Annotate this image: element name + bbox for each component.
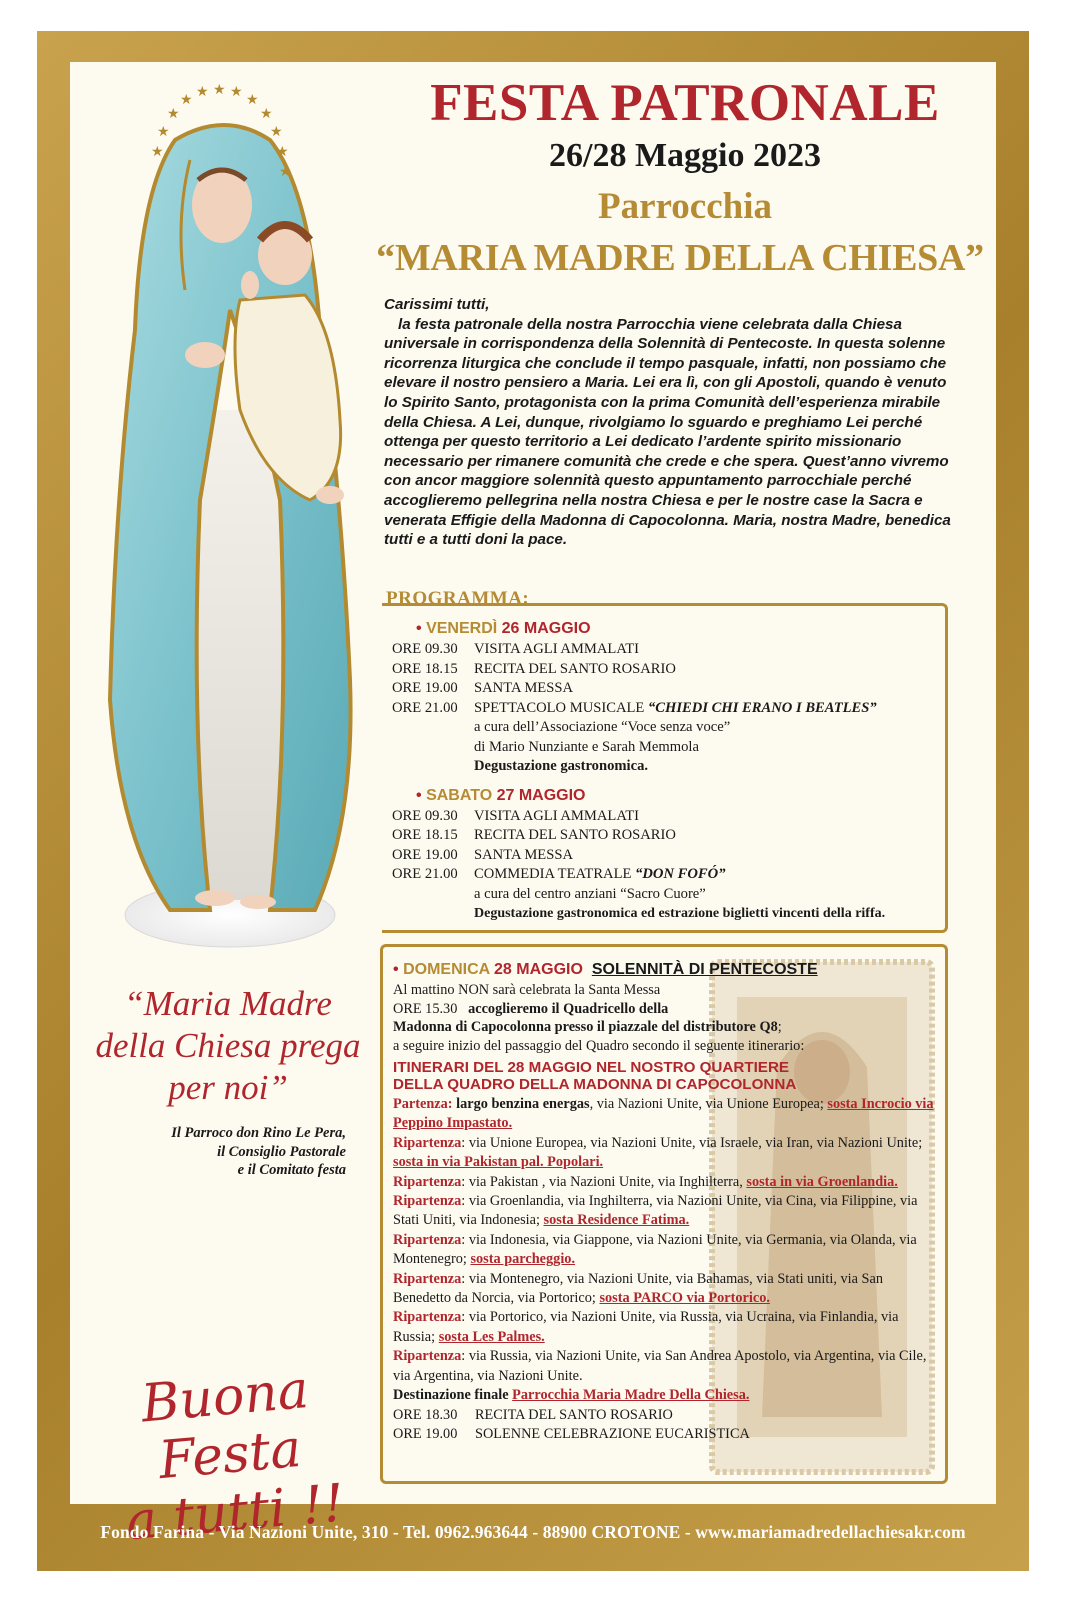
time: ORE 15.30 (393, 1000, 458, 1017)
leg-stop: sosta in via Pakistan pal. Popolari. (393, 1154, 604, 1171)
time: ORE 19.00 (393, 1425, 458, 1442)
saturday-day: SABATO (426, 786, 493, 804)
leg-label: Partenza: (393, 1096, 453, 1112)
letter-greeting: Carissimi tutti, (384, 296, 490, 313)
leg-label: Ripartenza (393, 1270, 462, 1287)
star-icon: ★ (230, 85, 243, 100)
time: ORE 21.00 (392, 866, 458, 882)
saturday-heading (392, 785, 948, 807)
friday-day: VENERDÌ (426, 620, 498, 637)
star-icon: ★ (180, 93, 193, 108)
activity: SANTA MESSA (474, 680, 573, 696)
itinerary-heading-line: DELLA QUADRO DELLA MADONNA DI CAPOCOLONNA (393, 1076, 797, 1093)
star-icon: ★ (157, 125, 170, 140)
activity: RECITA DEL SANTO ROSARIO (474, 660, 676, 677)
closing-line: a tutti !! (123, 1473, 347, 1553)
star-icon: ★ (279, 165, 292, 180)
bullet: • (416, 786, 422, 804)
schedule-content (392, 618, 948, 924)
prayer-quote: “Maria Madre della Chiesa prega per noi” (95, 984, 361, 1107)
itinerary-leg (393, 1347, 941, 1386)
leg-start: largo benzina energas (456, 1096, 590, 1112)
bullet: • (416, 620, 422, 637)
sunday-q8-line-2 (393, 1018, 941, 1037)
leg-stop: sosta Residence Fatima. (543, 1212, 690, 1229)
star-icon: ★ (276, 145, 289, 160)
time: ORE 09.30 (392, 641, 458, 657)
activity: accoglieremo il Quadricello della (468, 1000, 669, 1017)
star-icon: ★ (196, 85, 209, 100)
footer-contact: Fondo Farina - Via Nazioni Unite, 310 - Tel. 0962.963644 - 88900 CROTONE - www.mariamadredellachiesakr.com (100, 1522, 966, 1542)
show-title: “CHIEDI CHI ERANO I BEATLES” (647, 699, 877, 716)
programma-label: PROGRAMMA: (386, 588, 530, 609)
show-title: “DON FOFÓ” (635, 866, 726, 882)
schedule-row (392, 865, 948, 885)
leg-label: Ripartenza (393, 1173, 462, 1190)
event-date: 26/28 Maggio 2023 (549, 137, 821, 174)
note: a cura del centro anziani “Sacro Cuore” (474, 885, 706, 902)
activity: SOLENNE CELEBRAZIONE EUCARISTICA (475, 1425, 750, 1442)
sunday-title: SOLENNITÀ DI PENTECOSTE (591, 961, 818, 978)
sunday-note: Al mattino NON sarà celebrata la Santa Messa (393, 982, 661, 998)
leg-route: : via Russia, via Nazioni Unite, via San Andrea Apostolo, via Argentina, via Cile, via Argentina, via Nazioni Unite. (393, 1348, 927, 1384)
schedule-row (392, 846, 948, 866)
signature-line: Il Parroco don Rino Le Pera, (171, 1125, 346, 1141)
schedule-box-fri-sat (382, 603, 948, 933)
madonna-statue-svg (80, 80, 380, 950)
final-label: Destinazione finale (393, 1387, 509, 1404)
leg-route: : via Montenegro, via Nazioni Unite, via Bahamas, via Stati uniti, via San Benedetto da Norcia, via Portorico; (393, 1270, 883, 1307)
leg-stop: sosta Incrocio via Peppino Impastato. (393, 1096, 934, 1132)
note: di Mario Nunziante e Sarah Memmola (474, 738, 699, 755)
final-stop: Parrocchia Maria Madre Della Chiesa. (512, 1387, 750, 1404)
closing-line: Buona Festa (138, 1360, 311, 1492)
signature-line: il Consiglio Pastorale (217, 1143, 346, 1160)
leg-stop: sosta parcheggio. (470, 1251, 576, 1268)
leg-stop: sosta Les Palmes. (438, 1328, 545, 1345)
note: a cura dell’Associazione “Voce senza voce” (474, 719, 731, 735)
activity: RECITA DEL SANTO ROSARIO (475, 1406, 673, 1423)
schedule-row (393, 1425, 941, 1444)
friday-schedule (392, 640, 948, 777)
itinerary-start (393, 1095, 941, 1134)
sunday-schedule (393, 981, 941, 1055)
punctuation: ; (777, 1019, 782, 1035)
bullet: • (393, 961, 399, 978)
parish-label: Parrocchia (598, 186, 772, 227)
leg-label: Ripartenza (393, 1309, 462, 1326)
itinerary-list (393, 1095, 941, 1444)
time: ORE 21.00 (392, 699, 458, 716)
sunday-note: a seguire inizio del passaggio del Quadro secondo il seguente itinerario: (393, 1037, 805, 1054)
leg-route: : via Unione Europea, via Nazioni Unite, via Israele, via Iran, via Nazioni Unite; (461, 1134, 923, 1151)
signature-line: e il Comitato festa (237, 1162, 346, 1178)
activity: VISITA AGLI AMMALATI (474, 807, 640, 824)
sunday-q8-line (393, 1000, 941, 1019)
schedule-row (393, 1406, 941, 1425)
schedule-row (392, 679, 948, 699)
star-icon: ★ (213, 83, 226, 98)
itinerary-leg (393, 1173, 941, 1192)
parish-name: “MARIA MADRE DELLA CHIESA” (376, 237, 984, 279)
star-icon: ★ (270, 125, 283, 140)
time: ORE 18.15 (392, 660, 458, 677)
schedule-row (392, 640, 948, 660)
star-icon: ★ (151, 145, 164, 160)
activity: SANTA MESSA (474, 846, 573, 863)
sunday-date: 28 MAGGIO (494, 961, 583, 978)
note-bold: Degustazione gastronomica ed estrazione biglietti vincenti della riffa. (474, 906, 886, 921)
activity: Madonna di Capocolonna presso il piazzale del distributore Q8 (393, 1019, 778, 1035)
itinerary-heading-line: ITINERARI DEL 28 MAGGIO NEL NOSTRO QUARTIERE (393, 1059, 790, 1076)
itinerary-leg (393, 1308, 941, 1347)
star-icon: ★ (167, 107, 180, 122)
pastoral-letter (384, 295, 964, 550)
leg-stop: sosta PARCO via Portorico. (599, 1290, 770, 1307)
itinerary-leg (393, 1134, 941, 1173)
time: ORE 18.30 (393, 1406, 458, 1423)
sunday-day: DOMENICA (403, 961, 490, 978)
friday-heading (392, 618, 948, 640)
leg-route: : via Indonesia, via Giappone, via Nazioni Unite, via Germania, via Olanda, via Montenegro; (393, 1231, 917, 1268)
schedule-box-sunday (380, 944, 948, 1484)
itinerary-leg (393, 1192, 941, 1231)
sunday-heading (393, 959, 941, 981)
time: ORE 09.30 (392, 807, 458, 824)
schedule-row (392, 826, 948, 846)
activity: COMMEDIA TEATRALE (474, 866, 632, 882)
star-icon: ★ (260, 107, 273, 122)
leg-label: Ripartenza (393, 1193, 462, 1210)
note-bold: Degustazione gastronomica. (474, 758, 649, 774)
itinerary-leg (393, 1231, 941, 1270)
friday-date: 26 MAGGIO (501, 620, 591, 637)
sunday-content (393, 959, 941, 1444)
activity: SPETTACOLO MUSICALE (474, 699, 645, 716)
schedule-row (392, 660, 948, 680)
time: ORE 18.15 (392, 827, 458, 843)
letter-body: la festa patronale della nostra Parrocchia viene celebrata dalla Chiesa universale in corrispondenza della Solennità di Pentecoste. In questa solenne ricorrenza liturgica che conclude il tempo pasquale, infatti, non possiamo che elevare il nostro pensiero a Maria. Lei era lì, con gli Apostoli, quando è venuto lo Spirito Santo, protagonista con la prima Comunità dell’esperienza mirabile della Chiesa. A Lei, dunque, rivolgiamo lo sguardo e preghiamo Lei perché ottenga per questo territorio a Lei dedicato l’ardente spirito missionario necessario per rimanere comunità che crede e che spera. Quest’anno vivremo con ancor maggiore solennità questo appuntamento parrocchiale perché accoglieremo pellegrina nella nostra Chiesa e per le nostre case la Sacra e venerata Effigie della Madonna di Capocolonna. Maria, nostra Madre, benedica tutti e a tutti doni la pace. (384, 315, 951, 549)
leg-route: , via Nazioni Unite, via Unione Europea; (589, 1096, 824, 1112)
leg-route: : via Portorico, via Nazioni Unite, via Russia, via Ucraina, via Finlandia, via Russia; (393, 1309, 899, 1345)
signature (110, 1124, 346, 1180)
schedule-row (392, 807, 948, 827)
activity: RECITA DEL SANTO ROSARIO (474, 827, 676, 843)
leg-label: Ripartenza (393, 1231, 462, 1248)
schedule-row (392, 699, 948, 719)
time: ORE 19.00 (392, 846, 458, 863)
leg-route: : via Groenlandia, via Inghilterra, via Nazioni Unite, via Cina, via Filippine, via Stati Uniti, via Indonesia; (393, 1193, 918, 1229)
itinerary-heading (393, 1059, 941, 1093)
saturday-date: 27 MAGGIO (496, 786, 586, 804)
leg-label: Ripartenza (393, 1348, 462, 1365)
saturday-schedule (392, 807, 948, 924)
poster-title: FESTA PATRONALE (430, 74, 940, 132)
madonna-statue-image (80, 80, 380, 950)
leg-stop: sosta in via Groenlandia. (746, 1173, 898, 1190)
leg-route: : via Pakistan , via Nazioni Unite, via Inghilterra, (461, 1173, 747, 1190)
star-icon: ★ (246, 93, 259, 108)
activity: VISITA AGLI AMMALATI (474, 641, 640, 657)
leg-label: Ripartenza (393, 1134, 462, 1151)
itinerary-leg (393, 1270, 941, 1309)
time: ORE 19.00 (392, 680, 458, 696)
itinerary-final (393, 1386, 941, 1405)
